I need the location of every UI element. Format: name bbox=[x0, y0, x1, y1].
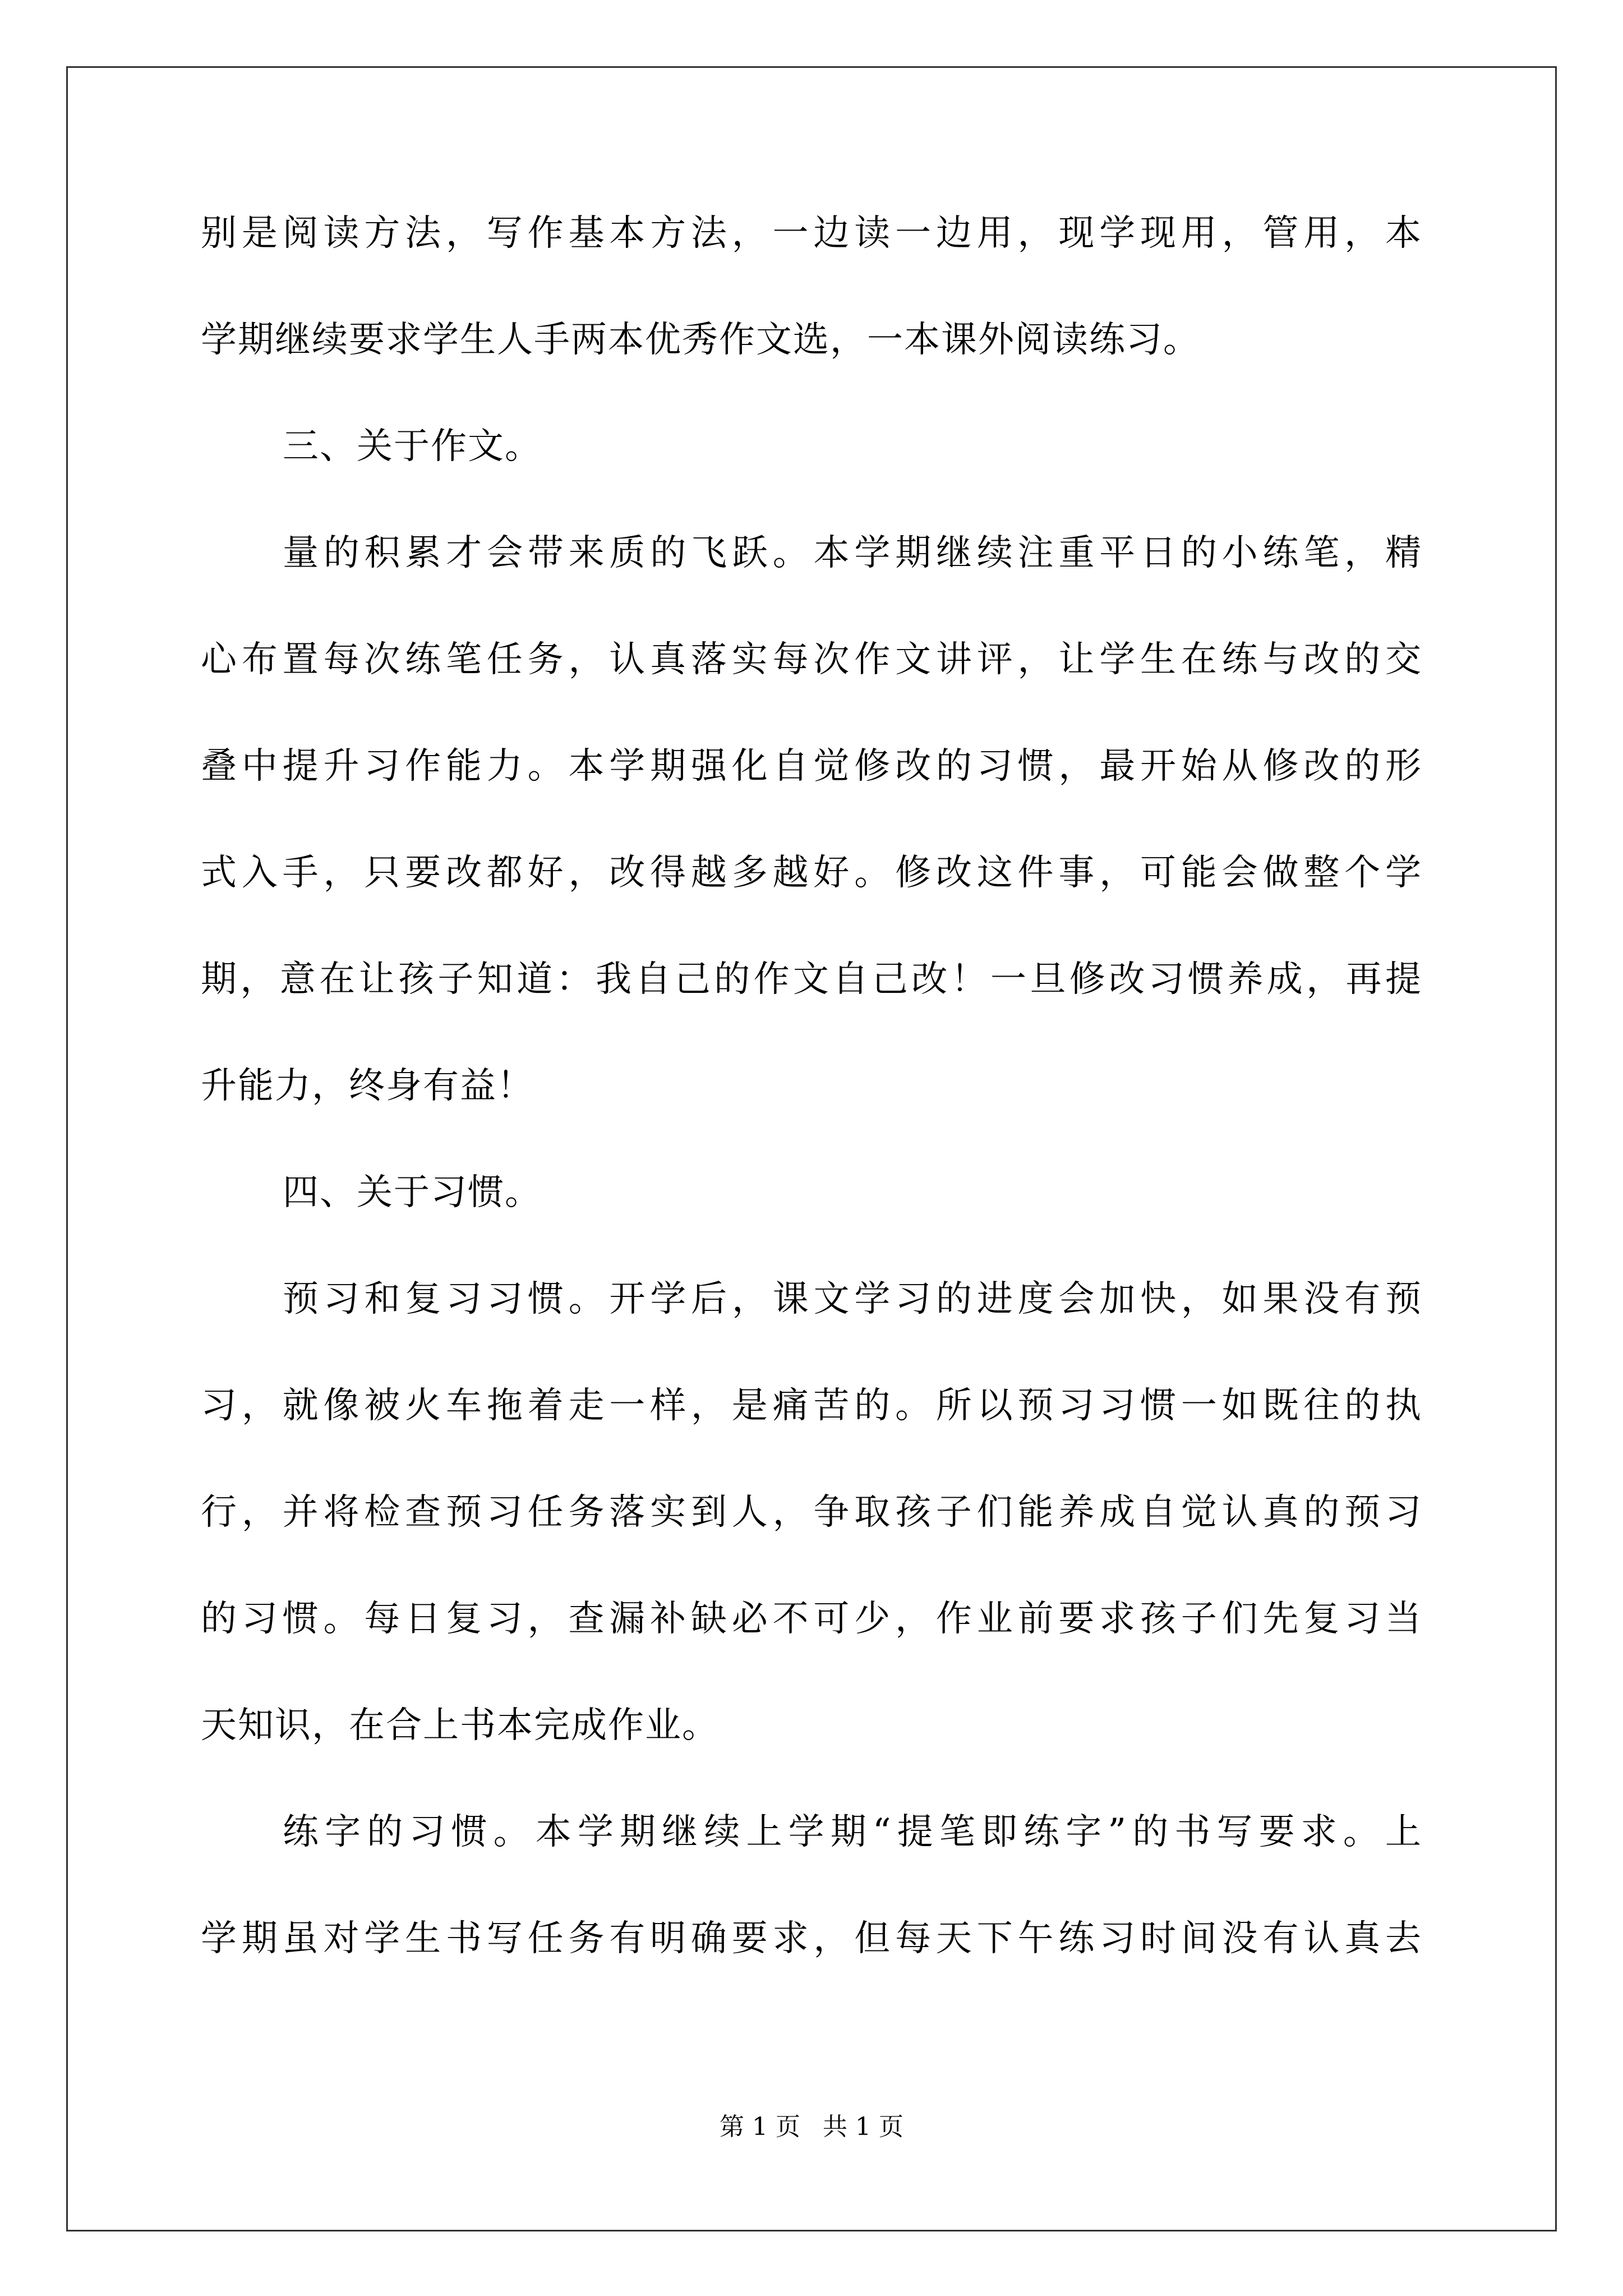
text-line: 叠中提升习作能力。本学期强化自觉修改的习惯，最开始从修改的形 bbox=[201, 746, 1422, 787]
text-line: 习，就像被火车拖着走一样，是痛苦的。所以预习习惯一如既往的执 bbox=[201, 1385, 1422, 1427]
text-line: 式入手，只要改都好，改得越多越好。修改这件事，可能会做整个学 bbox=[201, 852, 1422, 894]
text-line: 学期虽对学生书写任务有明确要求，但每天下午练习时间没有认真去 bbox=[201, 1918, 1422, 1959]
text-line: 行，并将检查预习任务落实到人，争取孩子们能养成自觉认真的预习 bbox=[201, 1492, 1422, 1533]
text-line: 心布置每次练笔任务，认真落实每次作文讲评，让学生在练与改的交 bbox=[201, 639, 1422, 680]
document-body bbox=[201, 213, 1422, 2025]
text-line: 别是阅读方法，写作基本方法，一边读一边用，现学现用，管用，本 bbox=[201, 213, 1422, 254]
page-footer bbox=[0, 2111, 1623, 2143]
page-number-current: 第 1 页 bbox=[720, 2113, 800, 2141]
text-line: 升能力，终身有益！ bbox=[201, 1065, 534, 1107]
text-line: 练字的习惯。本学期继续上学期“提笔即练字”的书写要求。上 bbox=[283, 1811, 1422, 1853]
text-line: 期，意在让孩子知道：我自己的作文自己改！一旦修改习惯养成，再提 bbox=[201, 959, 1422, 1000]
text-line: 学期继续要求学生人手两本优秀作文选，一本课外阅读练习。 bbox=[201, 319, 1200, 361]
text-line: 天知识，在合上书本完成作业。 bbox=[201, 1705, 719, 1746]
section-heading: 四、关于习惯。 bbox=[283, 1172, 542, 1213]
section-heading: 三、关于作文。 bbox=[283, 426, 542, 467]
text-line: 预习和复习习惯。开学后，课文学习的进度会加快，如果没有预 bbox=[283, 1278, 1422, 1320]
text-line: 量的积累才会带来质的飞跃。本学期继续注重平日的小练笔，精 bbox=[283, 532, 1422, 574]
page-number-total: 共 1 页 bbox=[823, 2113, 903, 2141]
text-line: 的习惯。每日复习，查漏补缺必不可少，作业前要求孩子们先复习当 bbox=[201, 1598, 1422, 1640]
